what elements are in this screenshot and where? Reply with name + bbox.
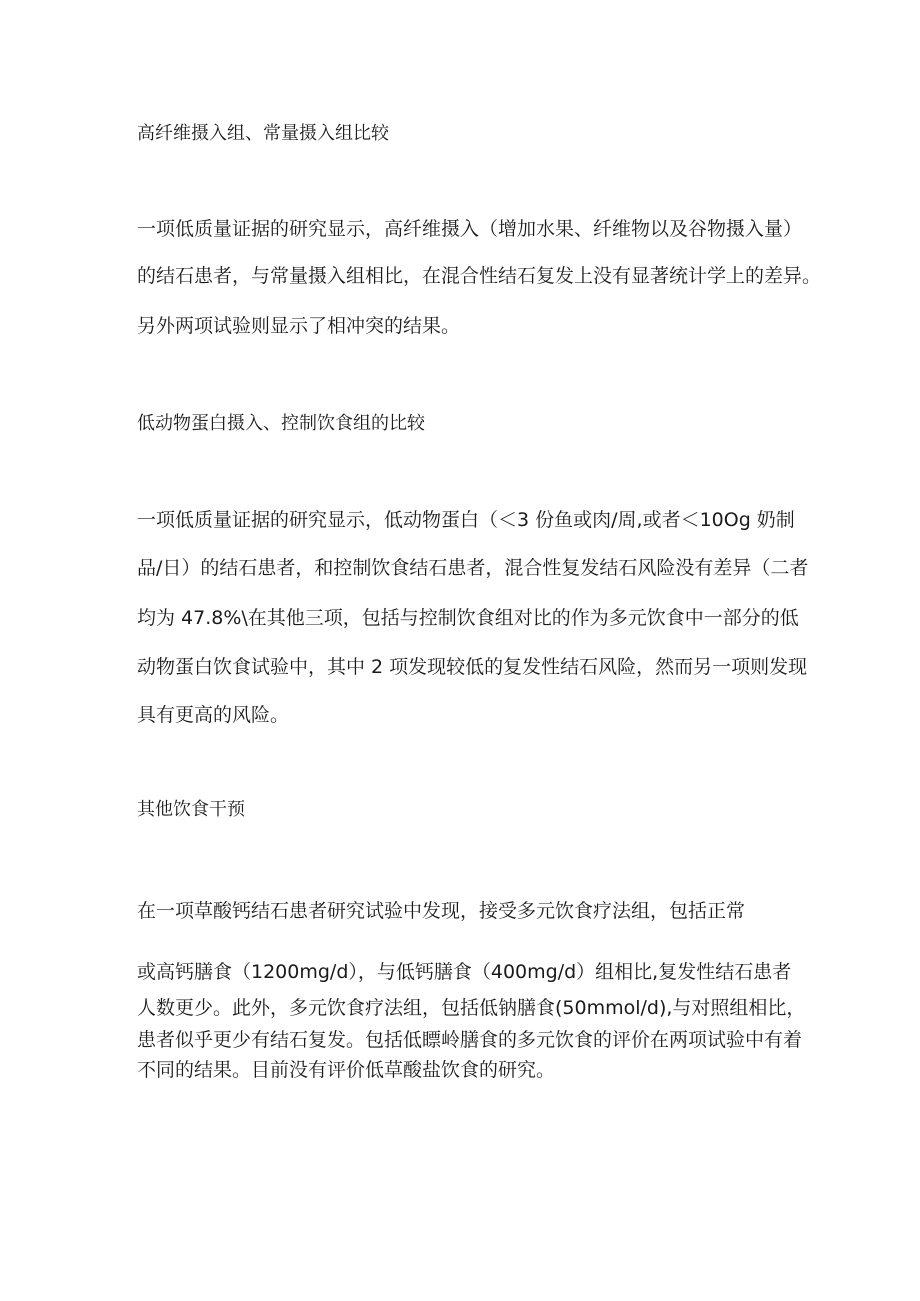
- paragraph-line: 人数更少。此外，多元饮食疗法组，包括低钠膳食(50mmol∕d),与对照组相比，: [137, 997, 806, 1019]
- section-heading-other-interventions: 其他饮食干预: [137, 799, 245, 820]
- paragraph-line: 患者似乎更少有结石复发。包括低瞟岭膳食的多元饮食的评价在两项试验中有着: [137, 1029, 803, 1051]
- paragraph-line: 动物蛋白饮食试验中，其中 2 项发现较低的复发性结石风险，然而另一项则发现: [137, 656, 808, 678]
- paragraph-line: 一项低质量证据的研究显示，低动物蛋白（＜3 份鱼或肉/周,或者＜10Og 奶制: [137, 509, 795, 531]
- section-heading-high-fiber: 高纤维摄入组、常量摄入组比较: [137, 123, 389, 144]
- paragraph-line: 不同的结果。目前没有评价低草酸盐饮食的研究。: [137, 1059, 556, 1081]
- paragraph-line: 均为 47.8%\在其他三项，包括与控制饮食组对比的作为多元饮食中一部分的低: [137, 607, 799, 629]
- paragraph-line: 在一项草酸钙结石患者研究试验中发现，接受多元饮食疗法组，包括正常: [137, 900, 746, 922]
- paragraph-line: 的结石患者，与常量摄入组相比，在混合性结石复发上没有显著统计学上的差异。: [137, 265, 822, 287]
- section-heading-low-animal-protein: 低动物蛋白摄入、控制饮食组的比较: [137, 413, 425, 434]
- paragraph-line: 另外两项试验则显示了相冲突的结果。: [137, 315, 461, 337]
- paragraph-line: 或高钙膳食（1200mg∕d），与低钙膳食（400mg∕d）组相比,复发性结石患者: [137, 961, 792, 983]
- paragraph-line: 具有更高的风险。: [137, 704, 290, 726]
- paragraph-line: 品/日）的结石患者，和控制饮食结石患者，混合性复发结石风险没有差异（二者: [137, 557, 809, 579]
- paragraph-line: 一项低质量证据的研究显示，高纤维摄入（增加水果、纤维物以及谷物摄入量）: [137, 218, 803, 240]
